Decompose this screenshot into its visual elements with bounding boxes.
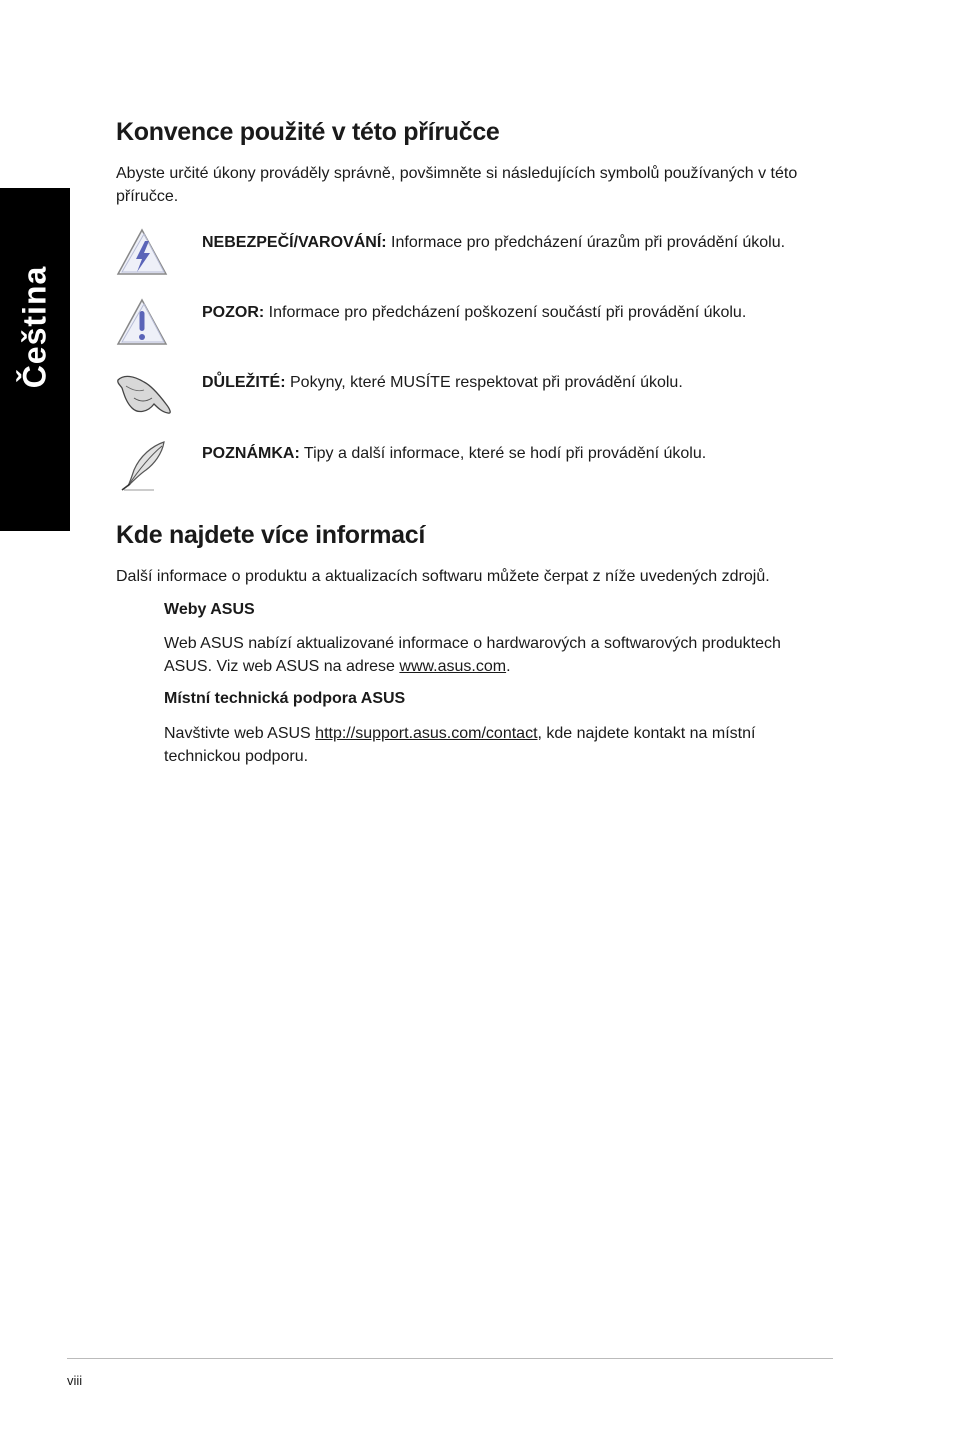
quill-pen-icon: [114, 440, 174, 492]
note-note-text: Tipy a další informace, které se hodí při provádění úkolu.: [299, 445, 707, 462]
note-warning-label: NEBEZPEČÍ/VAROVÁNÍ:: [202, 234, 387, 251]
section-title-conventions: Konvence použité v této příručce: [116, 118, 500, 146]
note-caution-label: POZOR:: [202, 304, 265, 321]
note-warning: [202, 231, 785, 254]
more-info-intro: Další informace o produktu a aktualizacích softwaru můžete čerpat z níže uvedených zdrojů.: [116, 568, 770, 585]
note-caution: [202, 301, 746, 324]
note-important-text: Pokyny, které MUSÍTE respektovat při provádění úkolu.: [285, 374, 683, 391]
conventions-intro: Abyste určité úkony prováděly správně, povšimněte si následujících symbolů používaných v této příručce.: [116, 165, 798, 205]
asus-websites-text: [164, 632, 824, 678]
note-important-label: DŮLEŽITÉ:: [202, 374, 286, 391]
local-support-text: [164, 722, 824, 768]
note-note: [202, 442, 706, 465]
language-tab-label: Čeština: [16, 265, 53, 389]
asus-websites-heading: Weby ASUS: [164, 601, 255, 618]
note-important: [202, 371, 683, 394]
page-number: viii: [67, 1373, 83, 1388]
asus-websites-body: Web ASUS nabízí aktualizované informace o hardwarových a softwarových produktech ASUS. Viz web ASUS na adrese: [164, 635, 781, 675]
footer-divider: [67, 1358, 833, 1359]
asus-website-link[interactable]: www.asus.com: [399, 658, 507, 675]
local-support-heading: Místní technická podpora ASUS: [164, 690, 406, 707]
local-support-body: Navštivte web ASUS: [164, 725, 316, 742]
lightning-warning-icon: [114, 227, 174, 279]
note-warning-text: Informace pro předcházení úrazům při provádění úkolu.: [386, 234, 786, 251]
support-contact-link[interactable]: http://support.asus.com/contact: [315, 725, 538, 742]
note-note-label: POZNÁMKA:: [202, 445, 300, 462]
asus-websites-end: .: [506, 658, 511, 675]
local-support-end: , kde najdete kontakt na místní technickou podporu.: [164, 725, 756, 765]
pointing-hand-icon: [114, 368, 174, 420]
section-title-more-info: Kde najdete více informací: [116, 521, 425, 549]
note-caution-text: Informace pro předcházení poškození součástí při provádění úkolu.: [264, 304, 747, 321]
exclamation-caution-icon: [114, 297, 174, 349]
